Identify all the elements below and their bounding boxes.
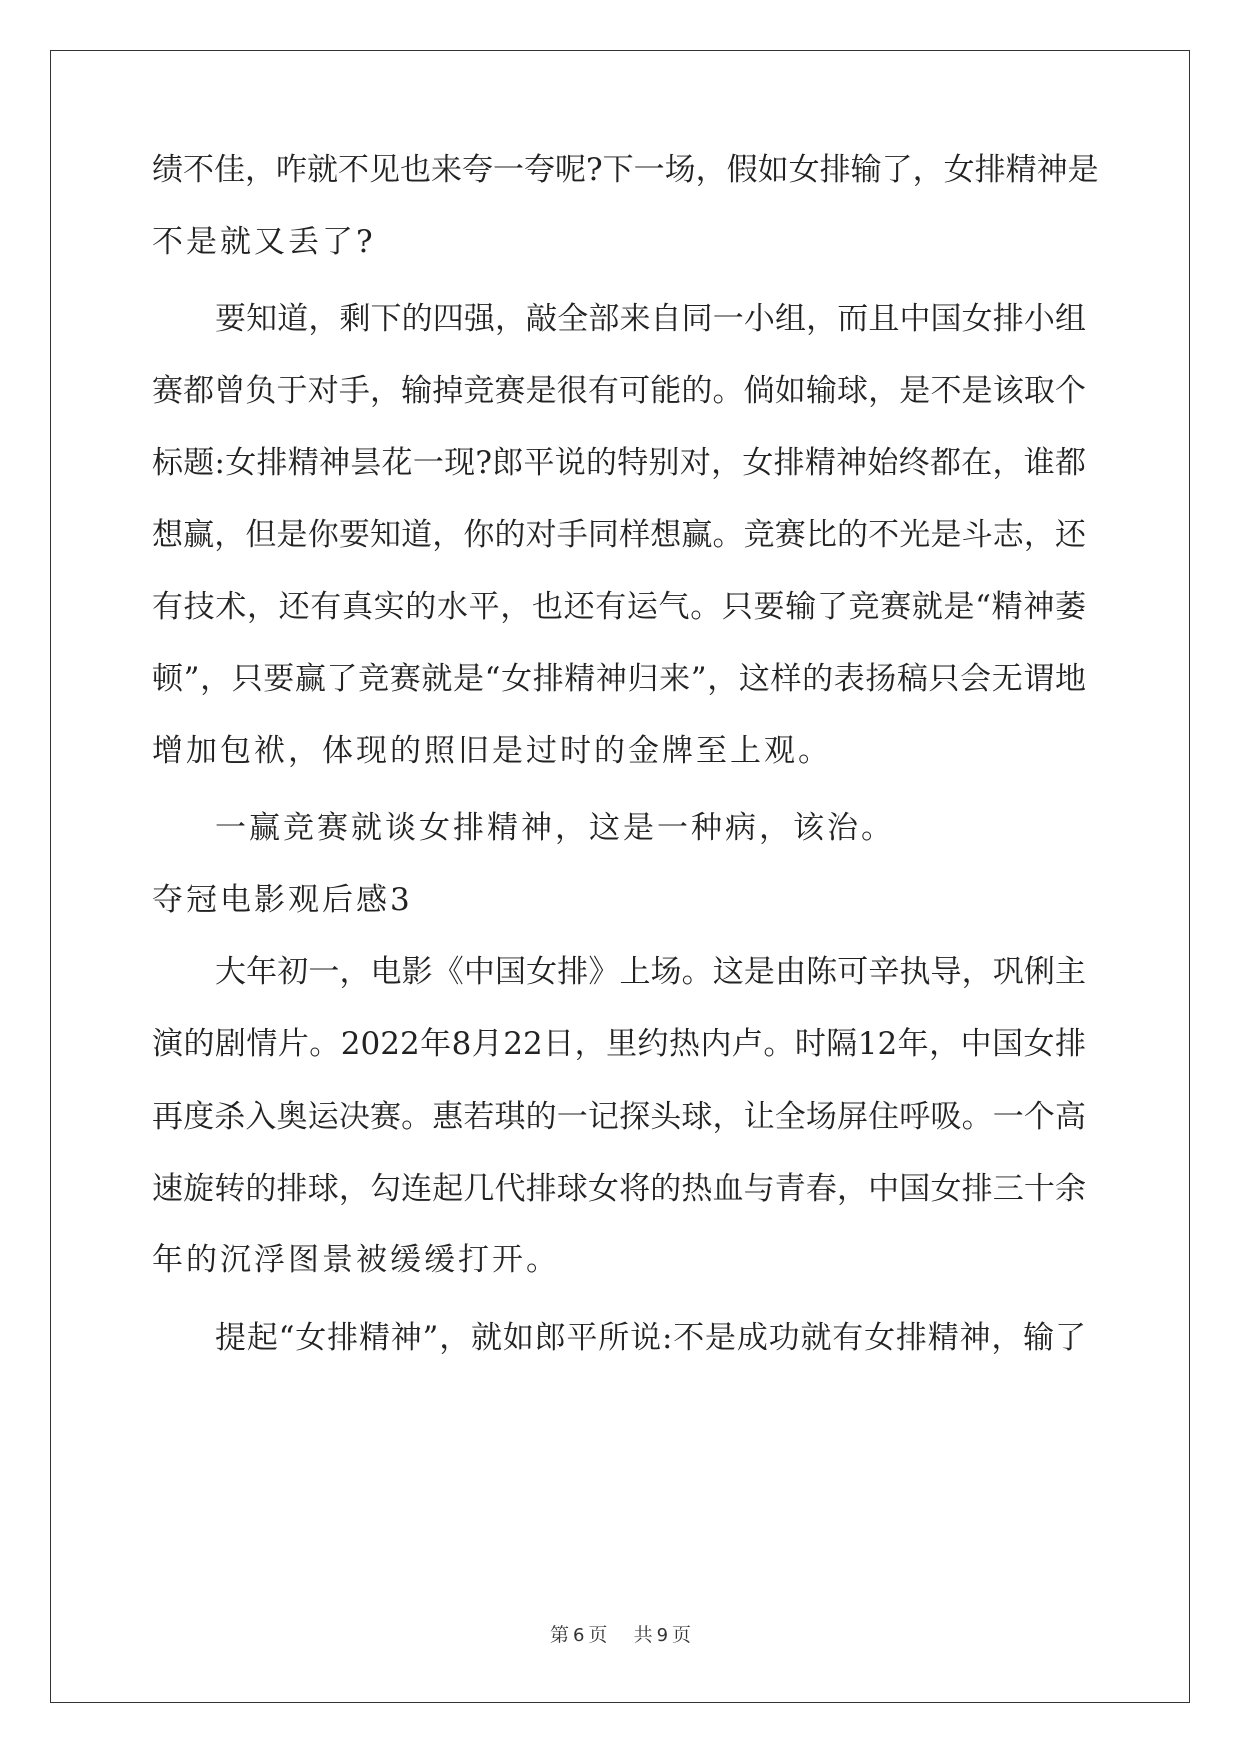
body-line: 不是就又丢了? xyxy=(152,224,376,260)
body-line: 有技术，还有真实的水平，也还有运气。只要输了竞赛就是“精神萎 xyxy=(152,589,1086,625)
page-number: 第 6 页 xyxy=(549,1624,608,1646)
page-total: 共 9 页 xyxy=(633,1624,692,1646)
body-line: 演的剧情片。2022年8月22日，里约热内卢。时隔12年，中国女排 xyxy=(152,1026,1086,1062)
body-line: 再度杀入奥运决赛。惠若琪的一记探头球，让全场屏住呼吸。一个高 xyxy=(152,1099,1086,1135)
body-line: 一赢竞赛就谈女排精神，这是一种病，该治。 xyxy=(215,810,895,846)
body-line: 想赢，但是你要知道，你的对手同样想赢。竞赛比的不光是斗志，还 xyxy=(152,517,1086,553)
body-line: 赛都曾负于对手，输掉竞赛是很有可能的。倘如输球，是不是该取个 xyxy=(152,373,1086,409)
body-line: 要知道，剩下的四强，敲全部来自同一小组，而且中国女排小组 xyxy=(215,301,1086,337)
body-line: 年的沉浮图景被缓缓打开。 xyxy=(152,1242,560,1278)
body-line: 大年初一，电影《中国女排》上场。这是由陈可辛执导，巩俐主 xyxy=(215,954,1086,990)
page-border xyxy=(50,50,1190,1703)
body-line: 标题:女排精神昙花一现?郎平说的特别对，女排精神始终都在，谁都 xyxy=(152,445,1086,481)
body-line: 增加包袱，体现的照旧是过时的金牌至上观。 xyxy=(152,733,832,769)
body-line: 顿”，只要赢了竞赛就是“女排精神归来”，这样的表扬稿只会无谓地 xyxy=(152,661,1086,697)
body-line: 绩不佳，咋就不见也来夸一夸呢?下一场，假如女排输了，女排精神是 xyxy=(152,152,1099,188)
section-heading: 夺冠电影观后感3 xyxy=(152,882,413,918)
body-line: 速旋转的排球，勾连起几代排球女将的热血与青春，中国女排三十余 xyxy=(152,1171,1086,1207)
page-footer xyxy=(0,1623,1241,1648)
body-line: 提起“女排精神”，就如郎平所说:不是成功就有女排精神，输了 xyxy=(215,1320,1086,1356)
